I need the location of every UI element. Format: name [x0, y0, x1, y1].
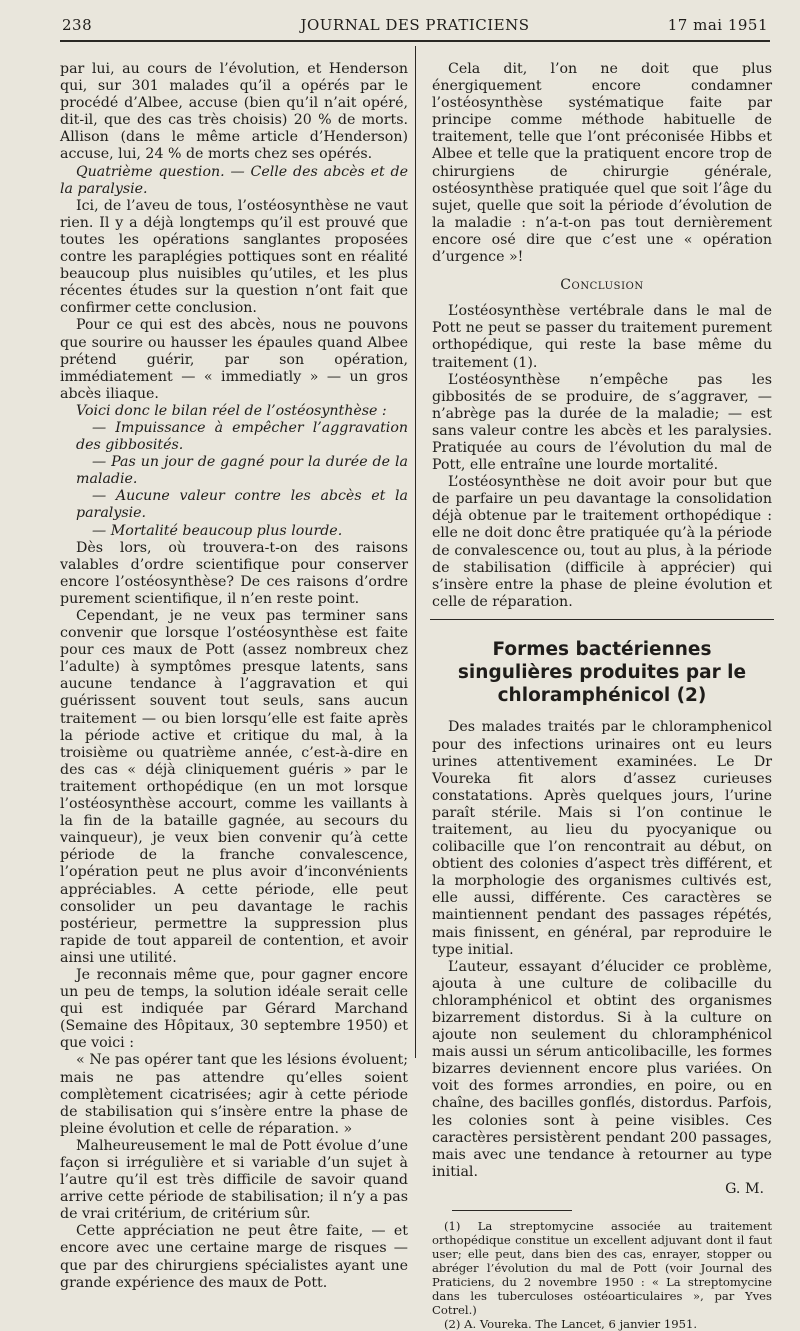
paragraph: Des malades traités par le chloramphenicol pour des infections urinaires ont eu leurs urines attentivement examinées. Le Dr Voureka fit alors d’assez curieuses constatations. Après quelques jours, l’urine paraît stérile. Mais si l’on continue le traitement, au lieu du pyocyanique ou colibacille que l’on rencontrait au début, on obtient des colonies d’aspect très différent, et la morphologie des organismes cultivés est, elle aussi, différente. Ces caractères se maintiennent pendant des passages répétés, mais finissent, en général, par reproduire le type initial.: [432, 719, 772, 958]
author-signature: G. M.: [725, 1180, 764, 1197]
header-rule: [60, 40, 770, 42]
column-divider: [415, 46, 416, 1058]
verdict-intro: Voici donc le bilan réel de l’ostéosynthèse :: [76, 402, 387, 419]
paragraph: par lui, au cours de l’évolution, et Henderson qui, sur 301 malades qu’il a opérés par le procédé d’Albee, accuse (bien qu’il n’ait opéré, dit-il, que des cas très choisis) 20 % de morts. Allison (dans le même article d’Henderson) accuse, lui, 24 % de morts chez ses opérés.: [60, 61, 408, 163]
paragraph: Je reconnais même que, pour gagner encore un peu de temps, la solution idéale serait celle qui est indiquée par Gérard Marchand (Semaine des Hôpitaux, 30 septembre 1950) et que voici :: [60, 966, 408, 1052]
paragraph: Dès lors, où trouvera-t-on des raisons valables d’ordre scientifique pour conserver encore l’ostéosynthèse? De ces raisons d’ordre purement scientifique, il n’en reste point.: [60, 539, 408, 607]
verdict-item: — Aucune valeur contre les abcès et la paralysie.: [76, 488, 408, 522]
footnote-rule: [452, 1210, 572, 1211]
conclusion-paragraph: L’ostéosynthèse n’empêche pas les gibbosités de se produire, de s’aggraver, — n’abrège pas la durée de la maladie; — est sans valeur contre les abcès et les paralysies. Pratiquée au cours de l’évolution du mal de Pott, elle entraîne une lourde mortalité.: [432, 371, 772, 474]
left-column: [60, 61, 408, 1292]
section-question: Quatrième question. — Celle des abcès et de la paralysie.: [60, 163, 408, 197]
journal-title: JOURNAL DES PRATICIENS: [300, 16, 530, 34]
conclusion-heading: Conclusion: [560, 277, 644, 294]
quotation: « Ne pas opérer tant que les lésions évoluent; mais ne pas attendre qu’elles soient complètement cicatrisées; agir à cette période de stabilisation qui s’insère entre la phase de pleine évolution et celle de réparation. »: [60, 1052, 408, 1137]
conclusion-paragraph: L’ostéosynthèse vertébrale dans le mal de Pott ne peut se passer du traitement purement orthopédique, qui reste la base même du traitement (1).: [432, 303, 772, 371]
page-number: 238: [62, 16, 93, 34]
footnotes: [432, 1219, 772, 1331]
paragraph: Pour ce qui est des abcès, nous ne pouvons que sourire ou hausser les épaules quand Albee prétend guérir, par son opération, immédiatement — « immediatly » — un gros abcès iliaque.: [60, 317, 408, 402]
right-column: [432, 61, 772, 1331]
verdict-item: — Impuissance à empêcher l’aggravation des gibbosités.: [76, 419, 408, 454]
paragraph: L’auteur, essayant d’élucider ce problème, ajouta à une culture de colibacille du chloramphénicol et obtint des organismes bizarrement distordus. Si à la culture on ajoute non seulement du chloramphénicol mais aussi un sérum anticolibacille, les formes bizarres deviennent encore plus variées. On voit des formes arrondies, en poire, ou en chaîne, des bacilles gonflés, distordus. Parfois, les colonies sont à peine visibles. Ces caractères persistèrent pendant 200 passages, mais avec une tendance à retourner au type initial.: [432, 958, 772, 1180]
verdict-item: — Pas un jour de gagné pour la durée de la maladie.: [76, 454, 408, 488]
paragraph: Cependant, je ne veux pas terminer sans convenir que lorsque l’ostéosynthèse est faite pour ces maux de Pott (assez nombreux chez l’adulte) à symptômes presque latents, sans aucune tendance à l’aggravation et qui guérissent souvent tout seuls, sans aucun traitement — ou bien lorsqu’elle est faite après la période active et critique du mal, à la troisième ou quatrième année, c’est-à-dire en des cas « déjà cliniquement guéris » par le traitement orthopédique (en un mot lorsque l’ostéosynthèse accourt, comme les vaillants à la fin de la bataille gagnée, au secours du vainqueur), je veux bien convenir qu’à cette période de la franche convalescence, l’opération peut ne plus avoir d’inconvénients appréciables. A cette période, elle peut consolider un peu davantage le rachis postérieur, permettre la suppression plus rapide de tout appareil de contention, et avoir ainsi une utilité.: [60, 608, 408, 966]
footnote: (1) La streptomycine associée au traitement orthopédique constitue un excellent adjuvant dont il faut user; elle peut, dans bien des cas, enrayer, stopper ou abréger l’évolution du mal de Pott (voir Journal des Praticiens, du 2 novembre 1950 : « La streptomycine dans les tuberculoses ostéoarticulaires », par Yves Cotrel.): [432, 1219, 772, 1318]
paragraph: Ici, de l’aveu de tous, l’ostéosynthèse ne vaut rien. Il y a déjà longtemps qu’il est prouvé que toutes les opérations sanglantes proposées contre les paraplégies pottiques sont en réalité beaucoup plus nuisibles qu’utiles, et les plus récentes études sur la question n’ont fait que confirmer cette conclusion.: [60, 197, 408, 317]
footnote: (2) A. Voureka. The Lancet, 6 janvier 1951.: [444, 1317, 698, 1331]
article-title: Formes bactériennes singulières produites par le chloramphénicol (2): [457, 639, 747, 707]
paragraph: Cette appréciation ne peut être faite, — et encore avec une certaine marge de risques — que par des chirurgiens spécialistes ayant une grande expérience des maux de Pott.: [60, 1223, 408, 1291]
paragraph: Malheureusement le mal de Pott évolue d’une façon si irrégulière et si variable d’un sujet à l’autre qu’il est très difficile de savoir quand arrive cette période de stabilisation; il n’y a pas de vrai critérium, de critérium sûr.: [60, 1137, 408, 1223]
article-separator: [430, 619, 774, 621]
issue-date: 17 mai 1951: [667, 16, 768, 34]
conclusion-paragraph: L’ostéosynthèse ne doit avoir pour but que de parfaire un peu davantage la consolidation déjà obtenue par le traitement orthopédique : elle ne doit donc être pratiquée qu’à la période de convalescence ou, tout au plus, à la période de stabilisation (difficile à apprécier) qui s’insère entre la phase de pleine évolution et celle de réparation.: [432, 474, 772, 610]
paragraph: Cela dit, l’on ne doit que plus énergiquement encore condamner l’ostéosynthèse systématique faite par principe comme méthode habituelle de traitement, telle que l’ont préconisée Hibbs et Albee et telle que la pratiquent encore trop de chirurgiens de chirurgie générale, ostéosynthèse pratiquée quel que soit l’âge du sujet, quelle que soit la période d’évolution de la maladie : n’a-t-on pas tout dernièrement encore osé dire que c’est une « opération d’urgence »!: [432, 61, 772, 266]
page-header: [62, 14, 768, 40]
verdict-item: — Mortalité beaucoup plus lourde.: [92, 522, 343, 539]
